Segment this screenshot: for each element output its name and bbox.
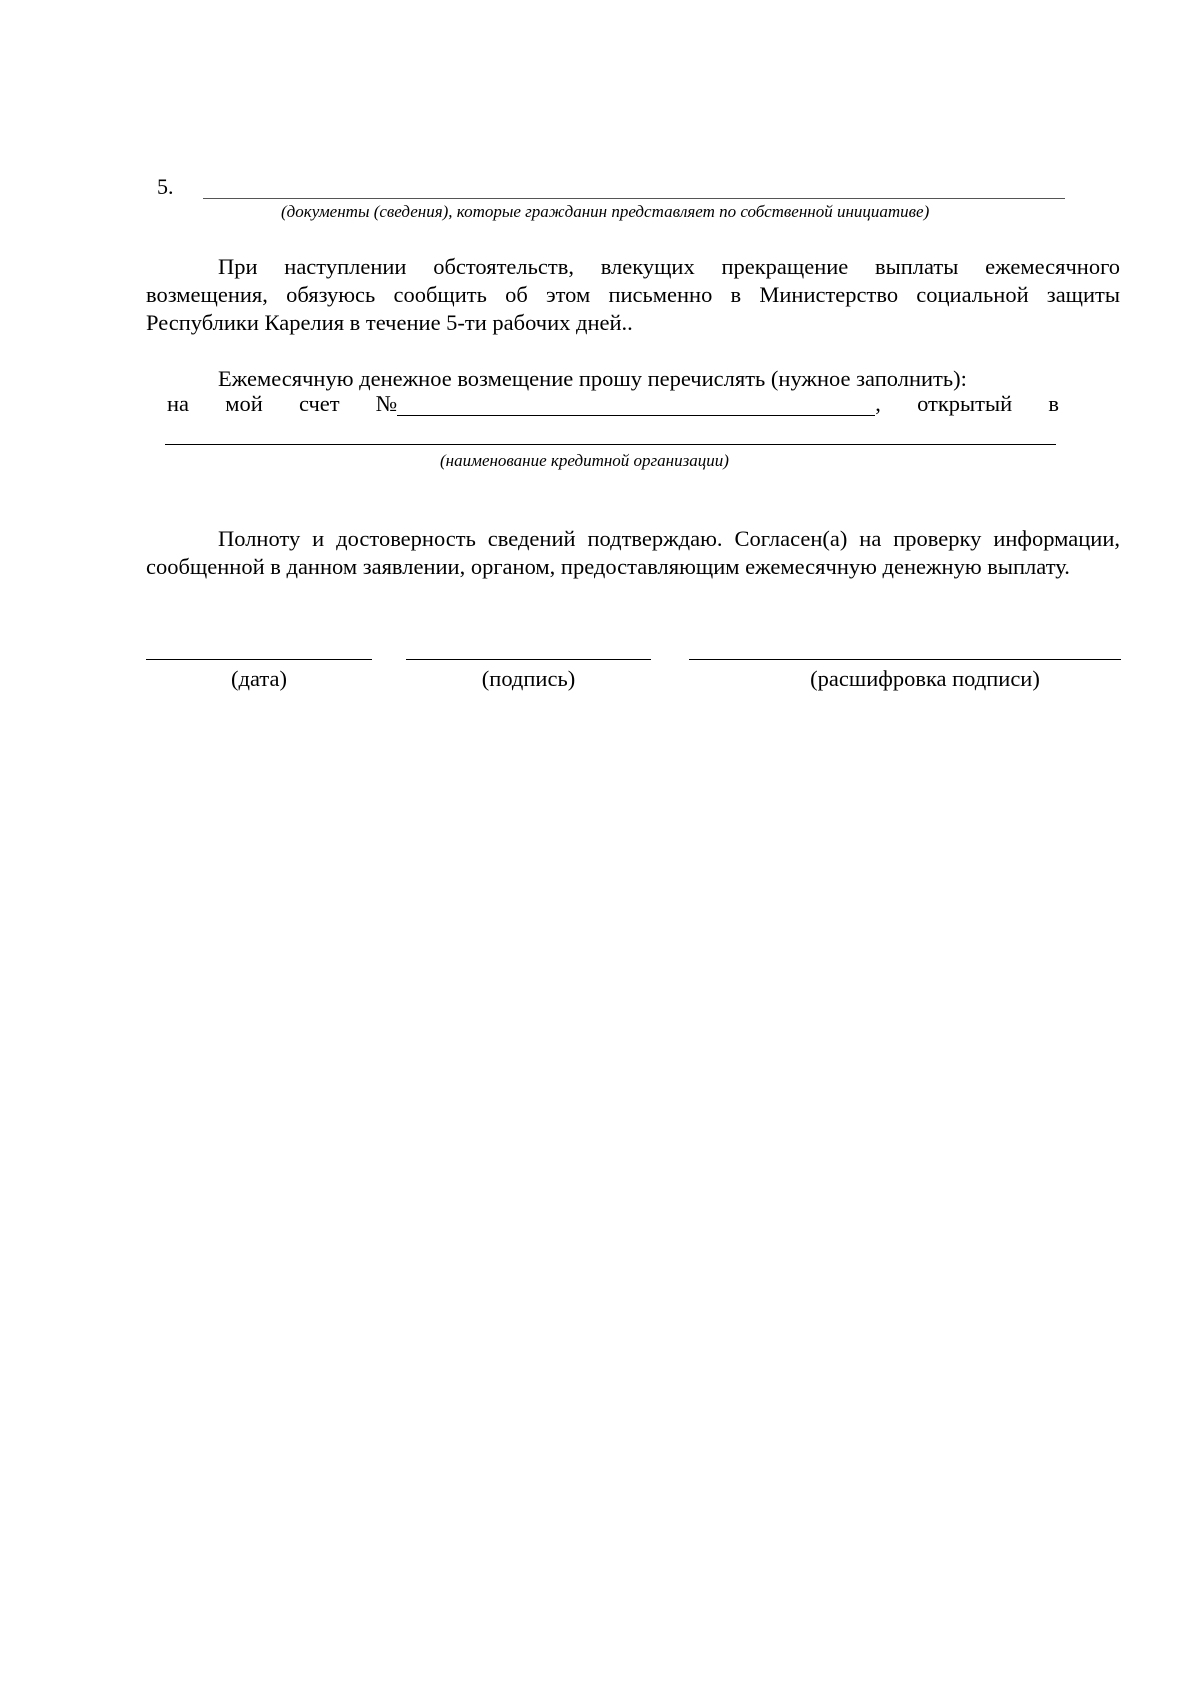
item-number: 5. (157, 174, 174, 199)
signature-decode-blank-line[interactable] (689, 659, 1121, 660)
date-blank-line[interactable] (146, 659, 372, 660)
comma: , (875, 391, 881, 416)
bank-name-blank-line[interactable] (165, 444, 1056, 445)
account-line (167, 393, 1059, 416)
bank-name-hint: (наименование кредитной организации) (440, 451, 729, 470)
date-label: (дата) (231, 666, 287, 691)
documents-hint: (документы (сведения), которые гражданин представляет по собственной инициативе) (281, 202, 930, 221)
signature-decode-label: (расшифровка подписи) (810, 666, 1040, 691)
obligation-paragraph: При наступлении обстоятельств, влекущих прекращение выплаты ежемесячного возмещения, обязуюсь сообщить об этом письменно в Министерство социальной защиты Республики Карелия в течение 5-ти рабочих дней.. (146, 254, 1120, 335)
word-v: в (1048, 391, 1059, 416)
account-number-field[interactable] (376, 393, 881, 416)
payment-intro: Ежемесячную денежное возмещение прошу перечислять (нужное заполнить): (218, 366, 967, 391)
signature-label: (подпись) (481, 666, 576, 691)
number-sign: № (375, 391, 398, 416)
signature-blank-line[interactable] (406, 659, 651, 660)
word-na: на (167, 391, 190, 416)
word-moy: мой (225, 391, 263, 416)
account-number-blank[interactable] (397, 397, 875, 416)
word-schet: счет (298, 391, 340, 416)
confirmation-paragraph: Полноту и достоверность сведений подтверждаю. Согласен(а) на проверку информации, сообщенной в данном заявлении, органом, предоставляющим ежемесячную денежную выплату. (146, 526, 1120, 579)
word-opened: открытый (917, 391, 1013, 416)
documents-blank-line[interactable] (203, 198, 1065, 199)
